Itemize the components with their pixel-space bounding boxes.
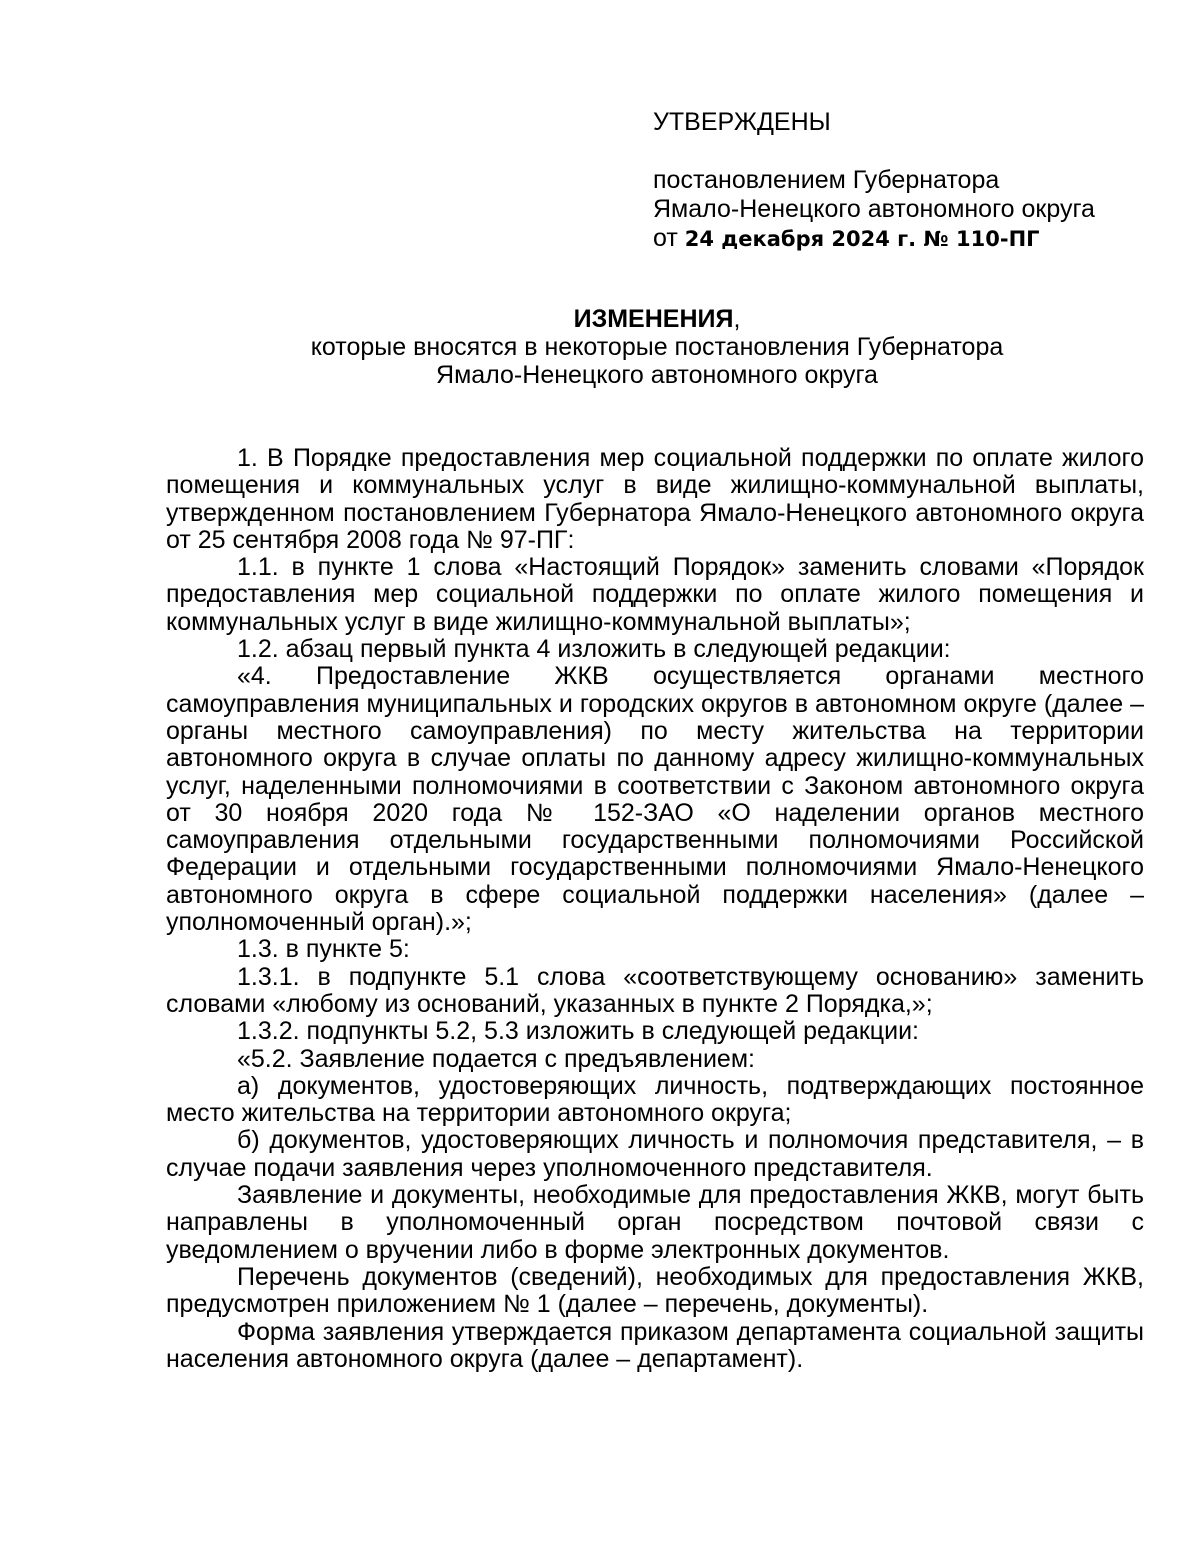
- approval-date-prefix: от: [653, 224, 685, 252]
- paragraph: Заявление и документы, необходимые для предоставления ЖКВ, могут быть направлены в уполномоченный орган посредством почтовой связи с уведомлением о вручении либо в форме электронных документов.: [166, 1181, 1144, 1264]
- paragraph: 1.3.1. в подпункте 5.1 слова «соответствующему основанию» заменить словами «любому из оснований, указанных в пункте 2 Порядка,»;: [166, 962, 1144, 1018]
- paragraph: 1. В Порядке предоставления мер социальной поддержки по оплате жилого помещения и коммунальных услуг в виде жилищно-коммунальной выплаты, утвержденном постановлением Губернатора Ямало-Ненецкого автономного округа от 25 сентября 2008 года № 97-ПГ:: [166, 444, 1144, 554]
- paragraph: 1.3.2. подпункты 5.2, 5.3 изложить в следующей редакции:: [237, 1017, 919, 1046]
- paragraph: 1.1. в пункте 1 слова «Настоящий Порядок» заменить словами «Порядок предоставления мер социальной поддержки по оплате жилого помещения и коммунальных услуг в виде жилищно-коммунальной выплаты»;: [166, 553, 1144, 636]
- document-heading: [170, 305, 1144, 389]
- document-title-word: ИЗМЕНЕНИЯ: [573, 305, 734, 333]
- approval-date-line: [653, 224, 1173, 254]
- paragraph: а) документов, удостоверяющих личность, подтверждающих постоянное место жительства на территории автономного округа;: [166, 1071, 1144, 1128]
- document-title-suffix: ,: [733, 305, 741, 333]
- paragraph: Форма заявления утверждается приказом департамента социальной защиты населения автономного округа (далее – департамент).: [166, 1317, 1144, 1373]
- approval-stamp-title: УТВЕРЖДЕНЫ: [653, 108, 831, 136]
- document-title: [170, 305, 1144, 333]
- paragraph: «4. Предоставление ЖКВ осуществляется органами местного самоуправления муниципальных и городских округов в автономном округе (далее – органы местного самоуправления) по месту жительства на территории автономного округа в случае оплаты по данному адресу жилищно-коммунальных услуг, наделенными полномочиями в соответствии с Законом автономного округа от 30 ноября 2020 года № 152-ЗАО «О наделении органов местного самоуправления отдельными государственными полномочиями Российской Федерации и отдельными государственными полномочиями Ямало-Ненецкого автономного округа в сфере социальной поддержки населения» (далее – уполномоченный орган).»;: [166, 662, 1144, 937]
- paragraph: б) документов, удостоверяющих личность и полномочия представителя, – в случае подачи заявления через уполномоченного представителя.: [166, 1126, 1144, 1182]
- document-subtitle-2: Ямало-Ненецкого автономного округа: [436, 361, 878, 389]
- paragraph: Перечень документов (сведений), необходимых для предоставления ЖКВ, предусмотрен приложением № 1 (далее – перечень, документы).: [166, 1262, 1144, 1319]
- document-body: [166, 445, 1144, 1373]
- paragraph: 1.3. в пункте 5:: [237, 935, 410, 964]
- document-subtitle-1: которые вносятся в некоторые постановления Губернатора: [310, 333, 1004, 361]
- approval-date-number: 24 декабря 2024 г. № 110-ПГ: [684, 227, 1040, 251]
- approval-line-2: Ямало-Ненецкого автономного округа: [653, 195, 1095, 223]
- paragraph: 1.2. абзац первый пункта 4 изложить в следующей редакции:: [237, 635, 951, 664]
- approval-block: [653, 108, 1173, 254]
- paragraph: «5.2. Заявление подается с предъявлением:: [237, 1044, 755, 1073]
- approval-line-1: постановлением Губернатора: [653, 166, 1000, 194]
